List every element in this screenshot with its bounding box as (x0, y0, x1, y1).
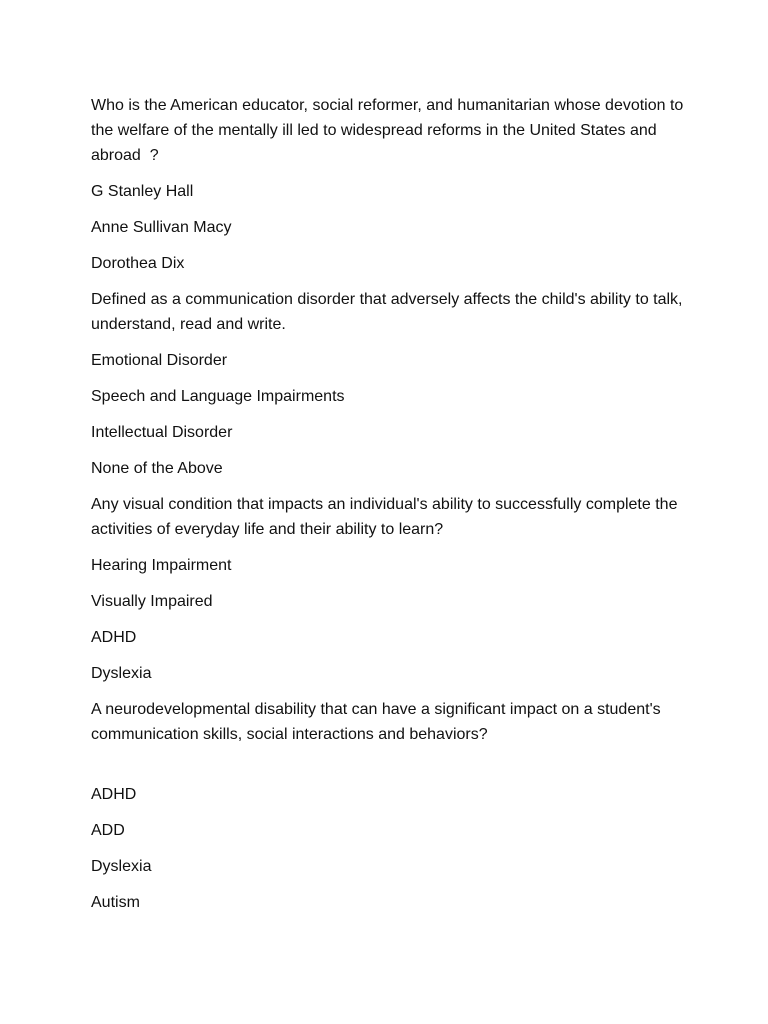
q4-option-3: Dyslexia (91, 858, 152, 875)
q3-option-2: Visually Impaired (91, 593, 213, 610)
question-1: Who is the American educator, social reformer, and humanitarian whose devotion to the welfare of the mentally ill led to widespread reforms in the United States and abroad ? (91, 97, 688, 164)
q3-option-4: Dyslexia (91, 665, 152, 682)
q2-option-4: None of the Above (91, 460, 223, 477)
question-2: Defined as a communication disorder that adversely affects the child's ability to talk, understand, read and write. (91, 291, 687, 333)
q4-option-1: ADHD (91, 786, 137, 803)
q2-option-2: Speech and Language Impairments (91, 388, 345, 405)
blank-line (91, 758, 691, 782)
q2-option-1: Emotional Disorder (91, 352, 228, 369)
q2-option-3: Intellectual Disorder (91, 424, 233, 441)
question-3: Any visual condition that impacts an individual's ability to successfully complete the activities of everyday life and their ability to learn? (91, 496, 682, 538)
q4-option-2: ADD (91, 822, 125, 839)
q1-option-3: Dorothea Dix (91, 255, 185, 272)
question-4: A neurodevelopmental disability that can have a significant impact on a student's communication skills, social interactions and behaviors? (91, 701, 666, 743)
q3-option-1: Hearing Impairment (91, 557, 232, 574)
q1-option-1: G Stanley Hall (91, 183, 194, 200)
q4-option-4: Autism (91, 894, 140, 911)
q3-option-3: ADHD (91, 629, 137, 646)
document-content (91, 93, 691, 926)
q1-option-2: Anne Sullivan Macy (91, 219, 232, 236)
